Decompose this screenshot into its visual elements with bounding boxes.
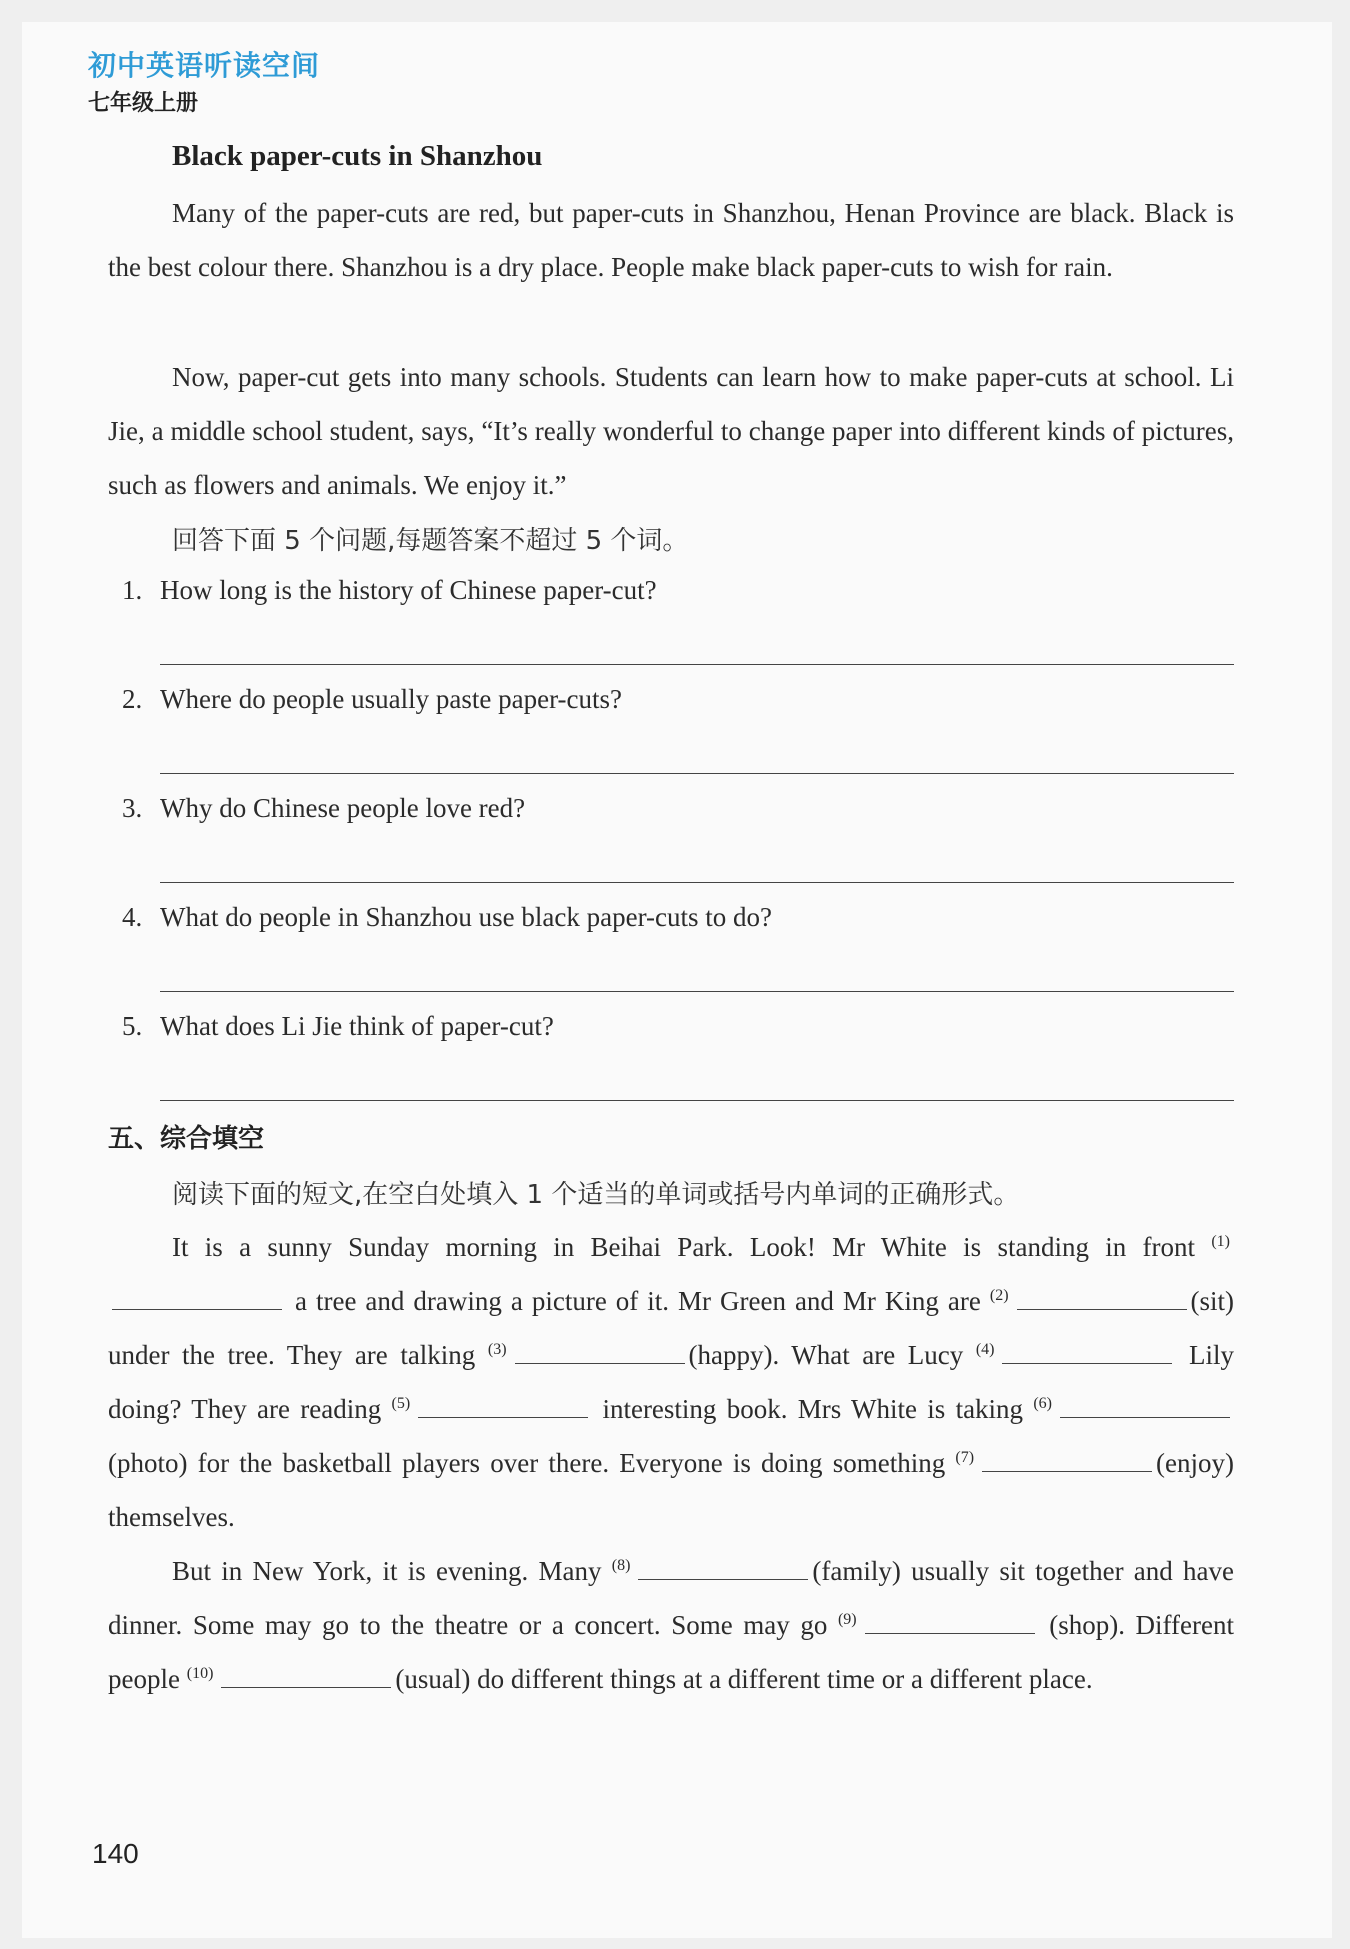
cloze-text: interesting book. Mrs White is taking (602, 1394, 1024, 1424)
blank-4[interactable] (1002, 1341, 1172, 1364)
section-heading: 五、综合填空 (108, 1124, 265, 1154)
question-number: 3. (122, 793, 143, 823)
blank-number-10: (10) (186, 1665, 214, 1682)
question-text: Why do Chinese people love red? (160, 793, 526, 823)
blank-1[interactable] (112, 1287, 282, 1310)
blank-10[interactable] (221, 1665, 391, 1688)
cloze-text: Lily doing? They are reading (108, 1340, 1235, 1424)
passage-title: Black paper-cuts in Shanzhou (172, 140, 543, 172)
question-number: 5. (122, 1011, 143, 1041)
cloze-text: a tree and drawing a picture of it. Mr Green and Mr King are (295, 1286, 981, 1316)
blank-number-1: (1) (1211, 1233, 1230, 1250)
question-number: 2. (122, 684, 143, 714)
cloze-text: (usual) do different things at a different time or a different place. (395, 1664, 1093, 1694)
question-text: Where do people usually paste paper-cuts? (160, 684, 623, 714)
cloze-text: (photo) for the basketball players over there. Everyone is doing something (108, 1448, 946, 1478)
blank-number-2: (2) (989, 1287, 1009, 1304)
blank-6[interactable] (1060, 1395, 1230, 1418)
book-grade-subtitle: 七年级上册 (88, 91, 199, 116)
blank-number-4: (4) (975, 1341, 995, 1358)
cloze-text: (enjoy) themselves. (108, 1448, 1234, 1532)
cloze-text: It is a sunny Sunday morning in Beihai Park. Look! Mr White is standing in front (172, 1232, 1196, 1262)
blank-number-6: (6) (1033, 1395, 1052, 1412)
blank-5[interactable] (418, 1395, 588, 1418)
question-2 (122, 684, 622, 715)
passage-paragraph-2: Now, paper-cut gets into many schools. Students can learn how to make paper-cuts at school. Li Jie, a middle school student, says, “It’s really wonderful to change paper into different kinds of pictures, such as flowers and animals. We enjoy it.” (108, 362, 1234, 500)
question-number: 4. (122, 902, 143, 932)
blank-7[interactable] (982, 1449, 1152, 1472)
answer-line-4[interactable] (160, 991, 1234, 992)
blank-number-9: (9) (837, 1611, 857, 1628)
question-text: What do people in Shanzhou use black paper-cuts to do? (160, 902, 773, 932)
cloze-text: (happy). What are Lucy (688, 1340, 964, 1370)
question-text: How long is the history of Chinese paper-cut? (160, 575, 657, 605)
blank-number-5: (5) (391, 1395, 411, 1412)
cloze-instruction: 阅读下面的短文,在空白处填入 1 个适当的单词或括号内单词的正确形式。 (172, 1180, 1020, 1210)
blank-8[interactable] (638, 1557, 808, 1580)
cloze-text: (shop). Different people (108, 1610, 1235, 1694)
blank-3[interactable] (515, 1341, 685, 1364)
answer-line-5[interactable] (160, 1100, 1234, 1101)
answer-line-3[interactable] (160, 882, 1234, 883)
blank-2[interactable] (1017, 1287, 1187, 1310)
question-text: What does Li Jie think of paper-cut? (160, 1011, 554, 1041)
book-series-title: 初中英语听读空间 (88, 49, 321, 82)
blank-number-7: (7) (955, 1449, 975, 1466)
question-5 (122, 1011, 554, 1042)
question-3 (122, 793, 525, 824)
page-number: 140 (92, 1838, 139, 1869)
blank-number-3: (3) (487, 1341, 507, 1358)
cloze-text: (sit) under the tree. They are talking (108, 1286, 1235, 1370)
answer-line-2[interactable] (160, 773, 1234, 774)
answer-line-1[interactable] (160, 664, 1234, 665)
cloze-paragraph-1 (108, 1220, 1234, 1544)
cloze-text: But in New York, it is evening. Many (172, 1556, 602, 1586)
question-number: 1. (122, 575, 143, 605)
blank-number-8: (8) (611, 1557, 631, 1574)
cloze-paragraph-2 (108, 1544, 1234, 1706)
questions-instruction: 回答下面 5 个问题,每题答案不超过 5 个词。 (172, 526, 689, 556)
blank-9[interactable] (865, 1611, 1035, 1634)
question-4 (122, 902, 772, 933)
passage-paragraph-1: Many of the paper-cuts are red, but paper-cuts in Shanzhou, Henan Province are black. Black is the best colour there. Shanzhou is a dry place. People make black paper-cuts to wish for rain. (108, 198, 1234, 282)
question-1 (122, 575, 657, 606)
cloze-text: (family) usually sit together and have dinner. Some may go to the theatre or a concert. Some may go (108, 1556, 1235, 1640)
